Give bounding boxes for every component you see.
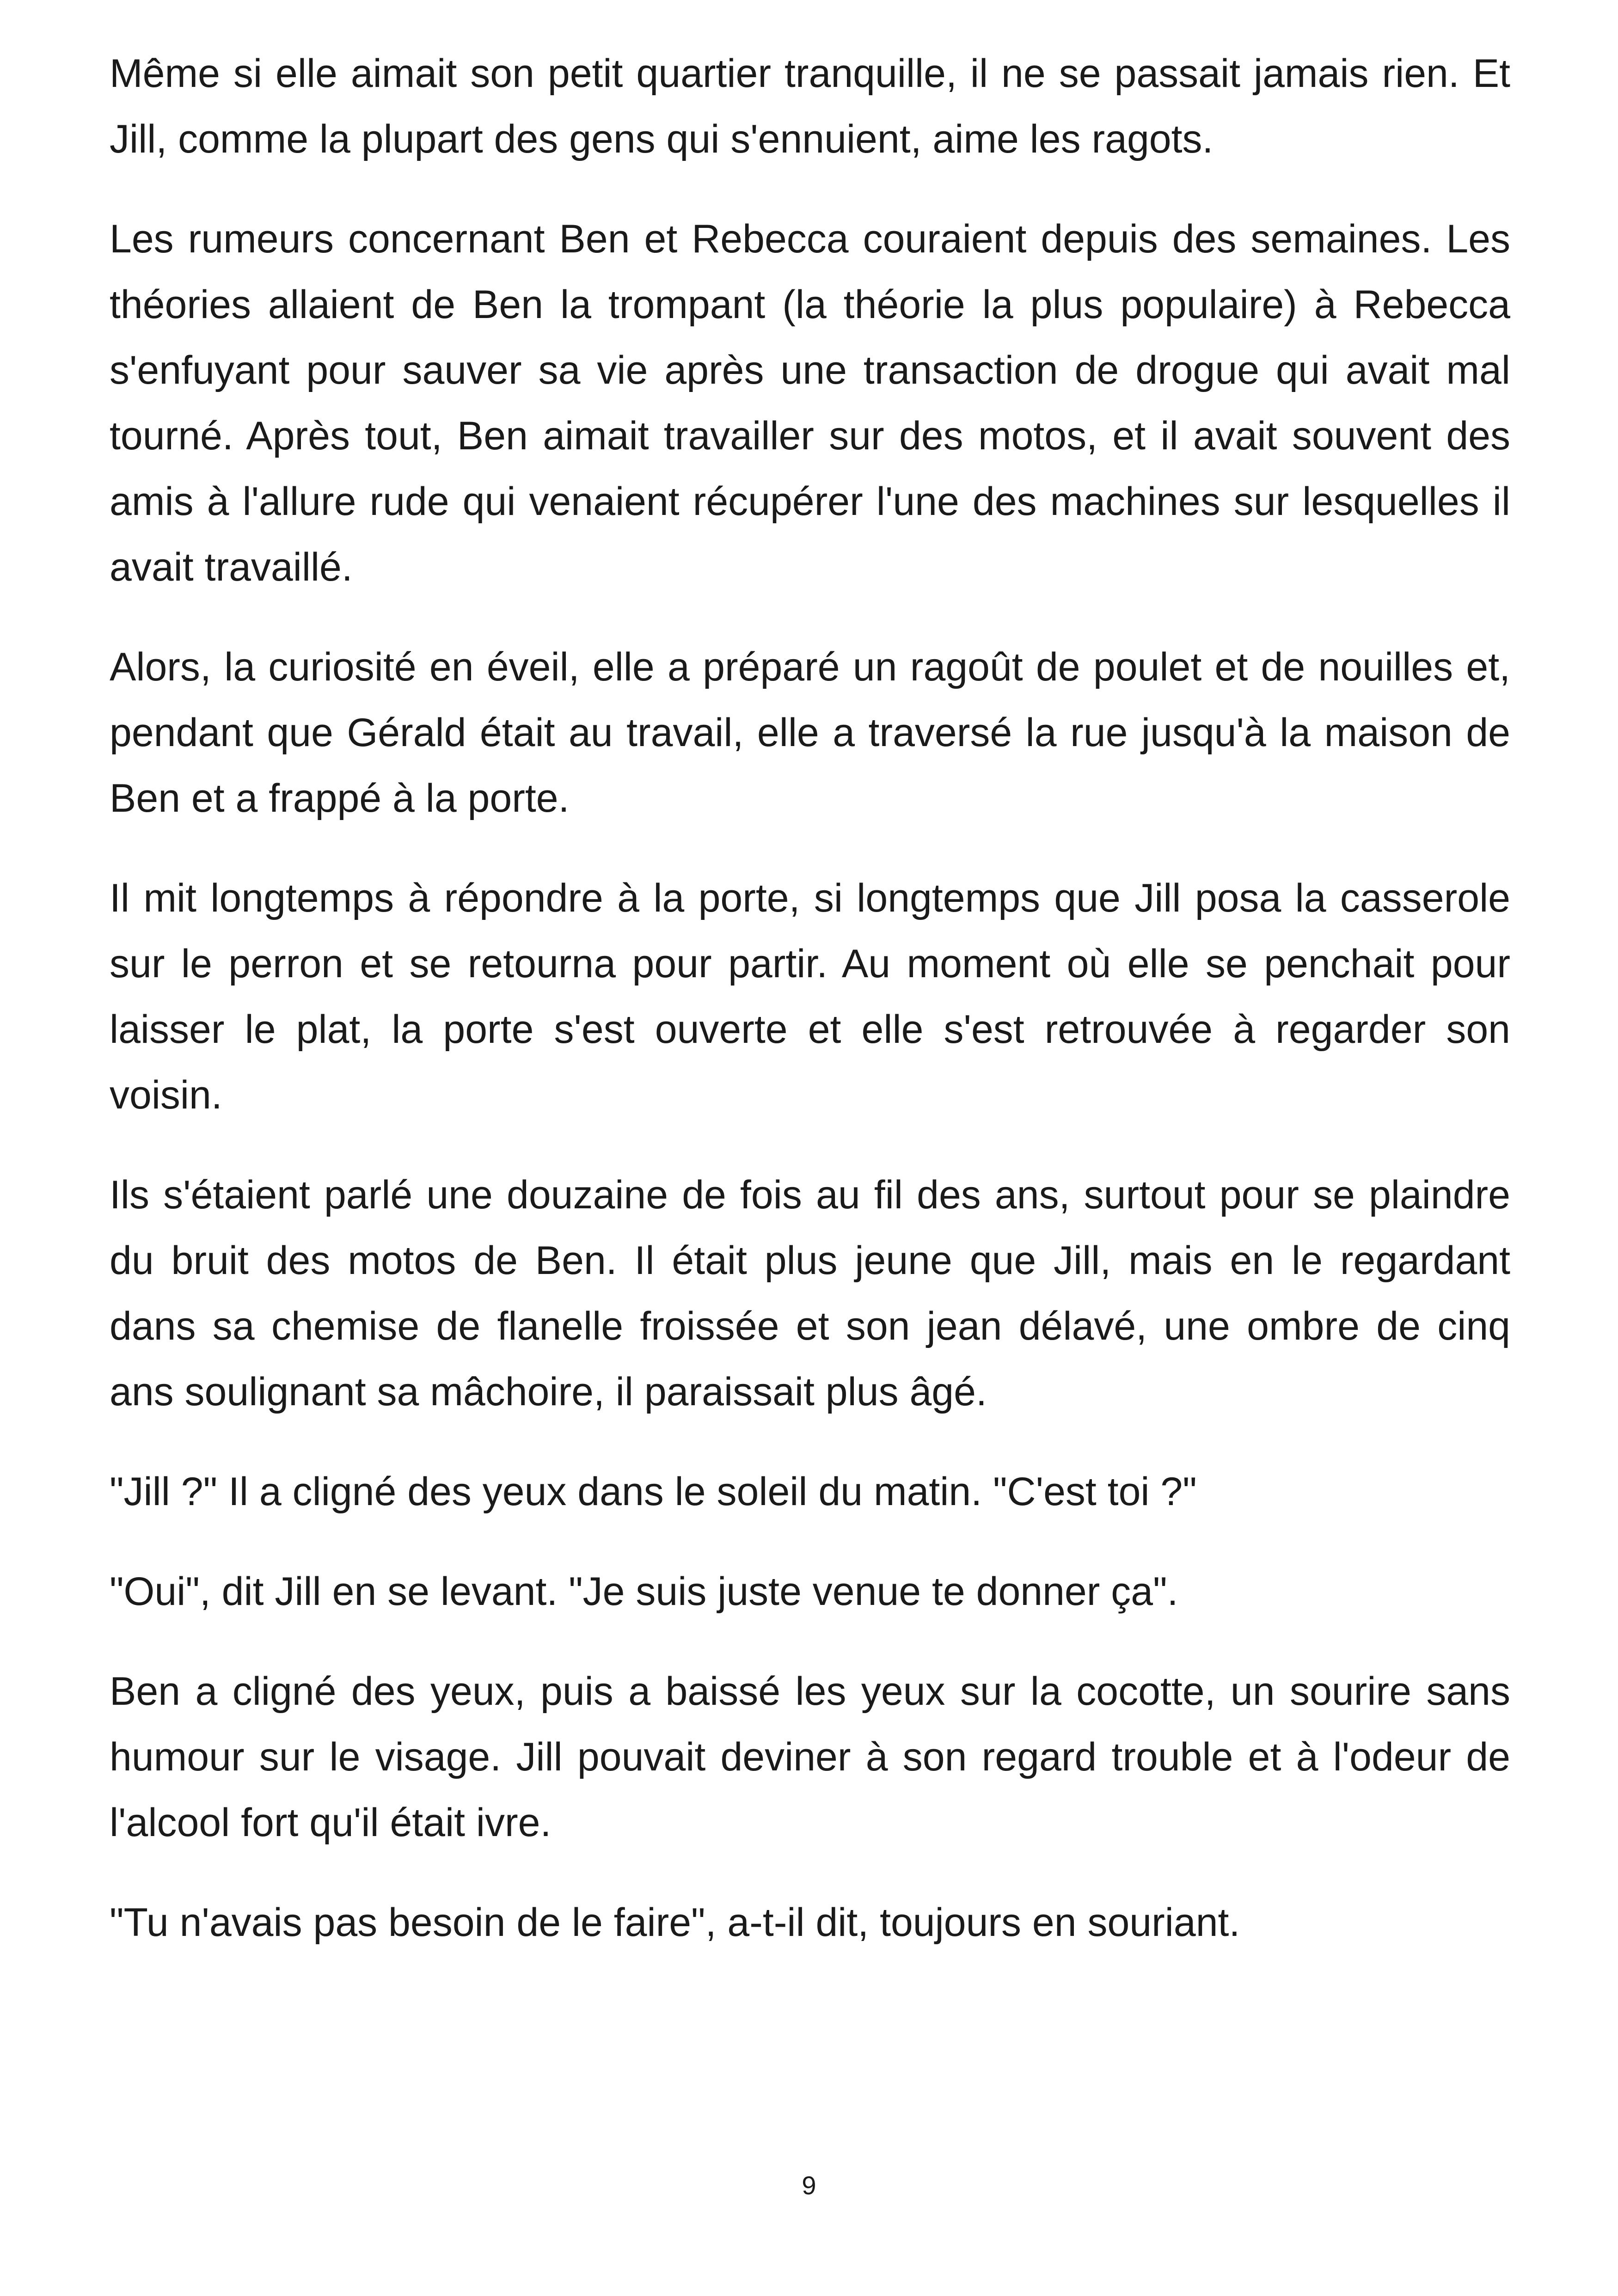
paragraph-7: "Oui", dit Jill en se levant. "Je suis juste venue te donner ça". (110, 1569, 1178, 1614)
page-number: 9 (802, 2171, 816, 2200)
paragraph-2: Les rumeurs concernant Ben et Rebecca couraient depuis des semaines. Les théories allaient de Ben la trompant (la théorie la plus populaire) à Rebecca s'enfuyant pour sauver sa vie après une transaction de drogue qui avait mal tourné. Après tout, Ben aimait travailler sur des motos, et il avait souvent des amis à l'allure rude qui venaient récupérer l'une des machines sur lesquelles il avait travaillé. (110, 217, 1510, 589)
paragraph-6: "Jill ?" Il a cligné des yeux dans le soleil du matin. "C'est toi ?" (110, 1469, 1197, 1514)
paragraph-1: Même si elle aimait son petit quartier tranquille, il ne se passait jamais rien. Et Jill, comme la plupart des gens qui s'ennuient, aime les ragots. (110, 51, 1510, 161)
body-text (110, 41, 1510, 1990)
paragraph-5: Ils s'étaient parlé une douzaine de fois au fil des ans, surtout pour se plaindre du bruit des motos de Ben. Il était plus jeune que Jill, mais en le regardant dans sa chemise de flanelle froissée et son jean délavé, une ombre de cinq ans soulignant sa mâchoire, il paraissait plus âgé. (110, 1173, 1510, 1414)
paragraph-9: "Tu n'avais pas besoin de le faire", a-t-il dit, toujours en souriant. (110, 1900, 1240, 1945)
paragraph-4: Il mit longtemps à répondre à la porte, si longtemps que Jill posa la casserole sur le perron et se retourna pour partir. Au moment où elle se penchait pour laisser le plat, la porte s'est ouverte et elle s'est retrouvée à regarder son voisin. (110, 876, 1510, 1117)
paragraph-3: Alors, la curiosité en éveil, elle a préparé un ragoût de poulet et de nouilles et, pendant que Gérald était au travail, elle a traversé la rue jusqu'à la maison de Ben et a frappé à la porte. (110, 645, 1510, 820)
paragraph-8: Ben a cligné des yeux, puis a baissé les yeux sur la cocotte, un sourire sans humour sur le visage. Jill pouvait deviner à son regard trouble et à l'odeur de l'alcool fort qu'il était ivre. (110, 1669, 1510, 1845)
